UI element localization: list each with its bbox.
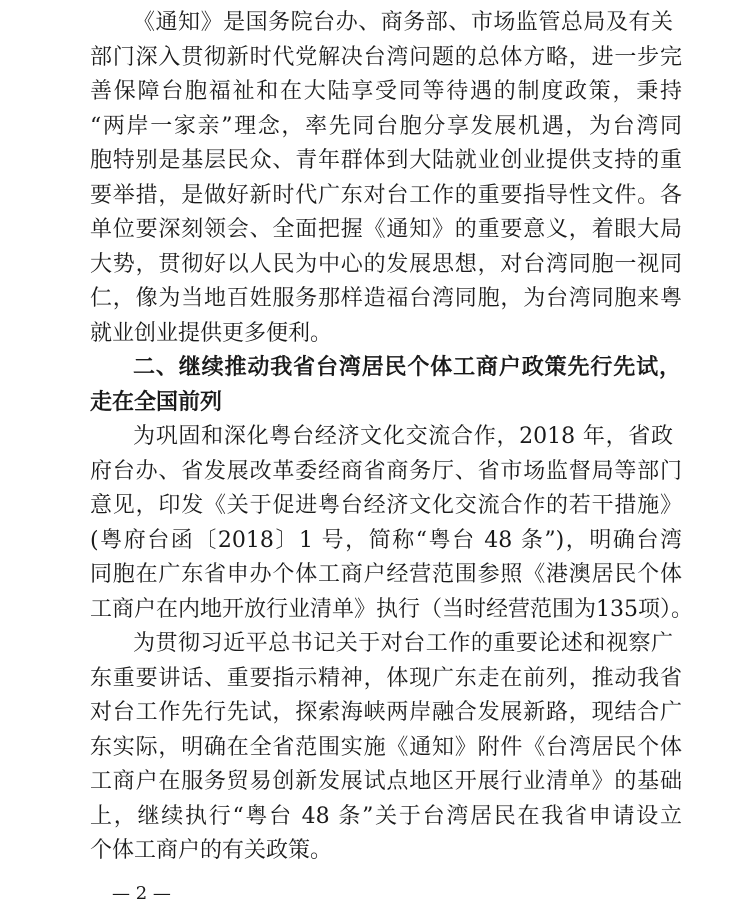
text-line [0, 765, 754, 800]
text-line-content: 同胞在广东省申办个体工商户经营范围参照《港澳居民个体 [90, 562, 682, 587]
text-line [0, 41, 754, 76]
section-heading [0, 351, 754, 386]
text-line-content: 个体工商户的有关政策。 [90, 838, 333, 863]
text-line-content: 单位要深刻领会、全面把握《通知》的重要意义，着眼大局 [90, 217, 682, 242]
text-line [0, 144, 754, 179]
text-line [0, 282, 754, 317]
text-line-content: 工商户在服务贸易创新发展试点地区开展行业清单》的基础 [90, 769, 682, 794]
section-heading-content: 走在全国前列 [90, 389, 223, 415]
text-line-content: 仁，像为当地百姓服务那样造福台湾同胞，为台湾同胞来粤 [90, 286, 682, 311]
text-line-content: 胞特别是基层民众、青年群体到大陆就业创业提供支持的重 [90, 148, 682, 173]
text-line-content: 意见，印发《关于促进粤台经济文化交流合作的若干措施》 [90, 493, 682, 518]
text-line-content: “两岸一家亲”理念，率先同台胞分享发展机遇，为台湾同 [90, 113, 682, 139]
text-line-content: 府台办、省发展改革委经商省商务厅、省市场监督局等部门 [90, 458, 682, 484]
section-heading-content: 二、继续推动我省台湾居民个体工商户政策先行先试， [133, 355, 681, 380]
text-line-content: 《通知》是国务院台办、商务部、市场监管总局及有关 [133, 10, 673, 35]
text-line [0, 489, 754, 524]
text-line-content: (粤府台函〔2018〕1 号，简称“粤台 48 条”)，明确台湾 [90, 527, 682, 553]
text-line [0, 662, 754, 697]
text-line [0, 524, 754, 559]
text-line [0, 317, 754, 352]
text-line-content: 为巩固和深化粤台经济文化交流合作，2018 年，省政 [133, 424, 673, 449]
text-line [0, 6, 754, 41]
text-line [0, 75, 754, 110]
text-line-content: 上，继续执行“粤台 48 条”关于台湾居民在我省申请设立 [90, 803, 682, 829]
text-line [0, 455, 754, 490]
text-line-content: 东实际，明确在全省范围实施《通知》附件《台湾居民个体 [90, 734, 682, 760]
text-line [0, 696, 754, 731]
text-line-content: 为贯彻习近平总书记关于对台工作的重要论述和视察广 [133, 631, 673, 656]
text-line-content: 工商户在内地开放行业清单》执行（当时经营范围为135项）。 [90, 596, 693, 622]
text-line [0, 593, 754, 628]
text-line [0, 179, 754, 214]
text-line-content: 对台工作先行先试，探索海峡两岸融合发展新路，现结合广 [90, 700, 682, 725]
text-line [0, 558, 754, 593]
text-line [0, 420, 754, 455]
text-line [0, 213, 754, 248]
text-line [0, 110, 754, 145]
text-line-content: 善保障台胞福祉和在大陆享受同等待遇的制度政策，秉持 [90, 79, 682, 104]
text-line [0, 731, 754, 766]
text-line-content: 部门深入贯彻新时代党解决台湾问题的总体方略，进一步完 [90, 44, 682, 70]
text-line-content: 就业创业提供更多便利。 [90, 320, 333, 346]
section-heading [0, 386, 754, 421]
text-line [0, 834, 754, 869]
text-line [0, 248, 754, 283]
text-line [0, 627, 754, 662]
text-line-content: 大势，贯彻好以人民为中心的发展思想，对台湾同胞一视同 [90, 251, 682, 277]
text-line-content: 东重要讲话、重要指示精神，体现广东走在前列，推动我省 [90, 665, 682, 691]
page-number: — 2 — [112, 883, 171, 904]
text-line [0, 800, 754, 835]
text-line-content: 要举措，是做好新时代广东对台工作的重要指导性文件。各 [90, 182, 682, 208]
